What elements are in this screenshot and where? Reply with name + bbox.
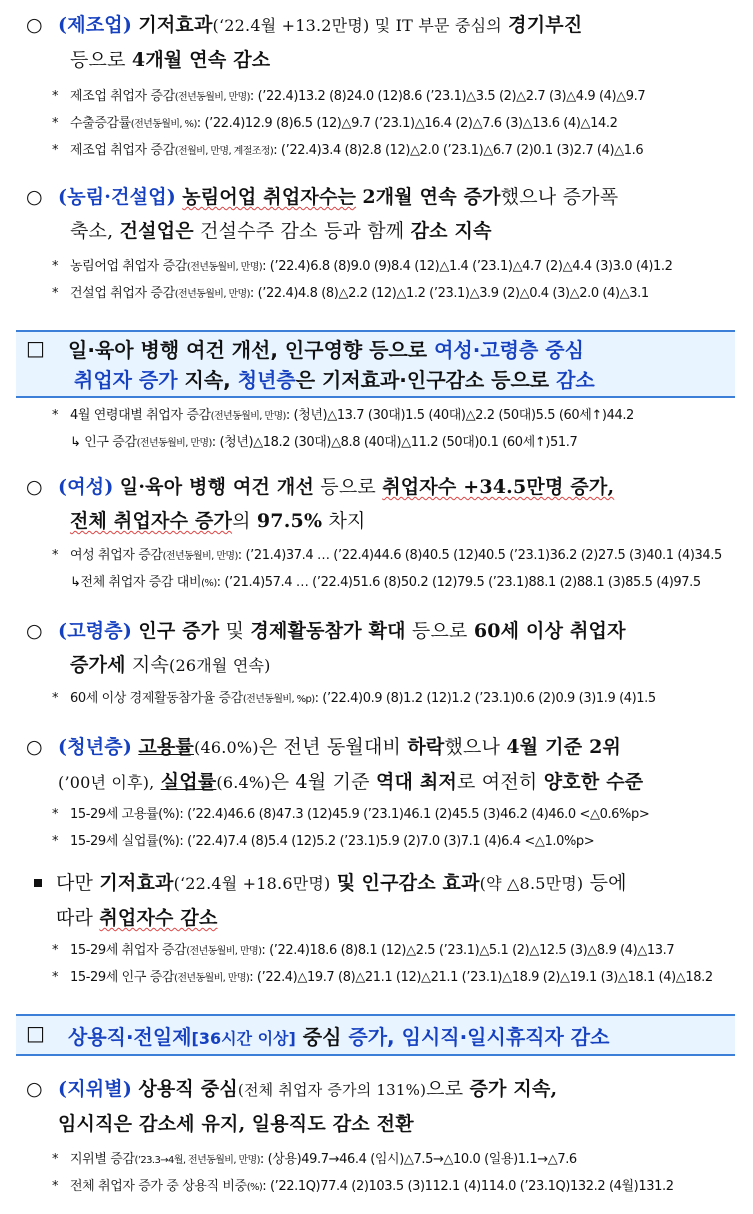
tag-elderly: 고령층 — [67, 620, 123, 642]
square-bullet: □ — [26, 336, 45, 360]
circle-bullet: ○ — [26, 186, 43, 208]
circle-bullet: ○ — [26, 620, 43, 642]
paragraph-elderly: (고령층) 인구 증가 및 경제활동참가 확대 등으로 60세 이상 취업자 증가세 지속(26개월 연속) — [58, 620, 626, 676]
section-header-regular-workers: □ 상용직·전일제[36시간 이상] 중심 증가, 임시직·일시휴직자 감소 — [16, 1014, 735, 1056]
section-header-women-elderly: □ 일·육아 병행 여건 개선, 인구영향 등으로 여성·고령층 중심 취업자 증가 지속, 청년층은 기저효과·인구감소 등으로 감소 — [16, 330, 735, 398]
paragraph-status: (지위별) 상용직 중심(전체 취업자 증가의 131%)으로 증가 지속, 임시직은 감소세 유지, 일용직도 감소 전환 — [58, 1078, 558, 1135]
note-status-change: * 지위별 증감(’23.3→4월, 전년동월비, 만명): (상용)49.7→46.4 (임시)△7.5→△10.0 (일용)1.1→△7.6 — [52, 1152, 577, 1167]
note-manufacturing-mom: * 제조업 취업자 증감(전월비, 만명, 계절조정): (’22.4)3.4 (8)2.8 (12)△2.0 (’23.1)△6.7 (2)0.1 (3)2.7 (4)△1.6 — [52, 143, 644, 158]
circle-bullet: ○ — [26, 14, 43, 36]
note-elderly-participation: * 60세 이상 경제활동참가율 증감(전년동월비, %p): (’22.4)0.9 (8)1.2 (12)1.2 (’23.1)0.6 (2)0.9 (3)1.9 (4)1.5 — [52, 691, 656, 706]
note-youth-employment-change: * 15-29세 취업자 증감(전년동월비, 만명): (’22.4)18.6 (8)8.1 (12)△2.5 (’23.1)△5.1 (2)△12.5 (3)△8.9 (4)△13.7 — [52, 943, 675, 958]
note-population-change: ↳ 인구 증감(전년동월비, 만명): (청년)△18.2 (30대)△8.8 (40대)△11.2 (50대)0.1 (60세↑)51.7 — [70, 435, 578, 450]
circle-bullet: ○ — [26, 476, 43, 498]
paragraph-however: 다만 기저효과(‘22.4월 +18.6만명) 및 인구감소 효과(약 △8.5만명) 등에 따라 취업자수 감소 — [56, 872, 627, 929]
note-export-growth: * 수출증감률(전년동월비, %): (’22.4)12.9 (8)6.5 (12)△9.7 (’23.1)△16.4 (2)△7.6 (3)△13.6 (4)△14.2 — [52, 116, 618, 131]
tag-status: 지위별 — [67, 1078, 123, 1100]
paragraph-women: (여성) 일·육아 병행 여건 개선 등으로 취업자수 +34.5만명 증가, 전체 취업자수 증가의 97.5% 차지 — [58, 476, 615, 532]
note-construction-employment: * 건설업 취업자 증감(전년동월비, 만명): (’22.4)4.8 (8)△2.2 (12)△1.2 (’23.1)△3.9 (2)△0.4 (3)△2.0 (4)△3.1 — [52, 286, 649, 301]
note-age-group-employment: * 4월 연령대별 취업자 증감(전년동월비, 만명): (청년)△13.7 (30대)1.5 (40대)△2.2 (50대)5.5 (60세↑)44.2 — [52, 408, 634, 423]
note-youth-employment-rate: * 15-29세 고용률(%): (’22.4)46.6 (8)47.3 (12)45.9 (’23.1)46.1 (2)45.5 (3)46.2 (4)46.0 <△0.6%p> — [52, 807, 650, 822]
note-agriculture-employment: * 농림어업 취업자 증감(전년동월비, 만명): (’22.4)6.8 (8)9.0 (9)8.4 (12)△1.4 (’23.1)△4.7 (2)△4.4 (3)3.0 (4)1.2 — [52, 259, 673, 274]
note-women-employment: * 여성 취업자 증감(전년동월비, 만명): (’21.4)37.4 … (’22.4)44.6 (8)40.5 (12)40.5 (’23.1)36.2 (2)27.5 (3)40.1 (4)34.5 — [52, 548, 722, 563]
tag-manufacturing: 제조업 — [67, 14, 123, 36]
tag-youth: 청년층 — [67, 736, 123, 758]
paragraph-youth: (청년층) 고용률(46.0%)은 전년 동월대비 하락했으나 4월 기준 2위 (’00년 이후), 실업률(6.4%)은 4월 기준 역대 최저로 여전히 양호한 수준 — [58, 736, 644, 793]
note-youth-population-change: * 15-29세 인구 증감(전년동월비, 만명): (’22.4)△19.7 (8)△21.1 (12)△21.1 (’23.1)△18.9 (2)△19.1 (3)△18.1 (4)△18.2 — [52, 970, 713, 985]
note-regular-share: * 전체 취업자 증가 중 상용직 비중(%): (’22.1Q)77.4 (2)103.5 (3)112.1 (4)114.0 (’23.1Q)132.2 (4월)131.2 — [52, 1179, 674, 1194]
circle-bullet: ○ — [26, 736, 43, 758]
note-youth-unemployment-rate: * 15-29세 실업률(%): (’22.4)7.4 (8)5.4 (12)5.2 (’23.1)5.9 (2)7.0 (3)7.1 (4)6.4 <△1.0%p> — [52, 834, 595, 849]
paragraph-agriculture-construction: (농림·건설업) 농림어업 취업자수는 2개월 연속 증가했으나 증가폭 축소, 건설업은 건설수주 감소 등과 함께 감소 지속 — [58, 186, 619, 242]
square-bullet: □ — [26, 1021, 45, 1045]
tag-women: 여성 — [67, 476, 105, 498]
tag-agri-construction: 농림·건설업 — [67, 186, 167, 208]
circle-bullet: ○ — [26, 1078, 43, 1100]
square-small-bullet — [34, 866, 42, 900]
paragraph-manufacturing: (제조업) 기저효과(‘22.4월 +13.2만명) 및 IT 부문 중심의 경기부진 등으로 4개월 연속 감소 — [58, 14, 583, 71]
note-manufacturing-employment: * 제조업 취업자 증감(전년동월비, 만명): (’22.4)13.2 (8)24.0 (12)8.6 (’23.1)△3.5 (2)△2.7 (3)△4.9 (4)△9.7 — [52, 89, 646, 104]
note-women-share: ↳전체 취업자 증감 대비(%): (’21.4)57.4 … (’22.4)51.6 (8)50.2 (12)79.5 (’23.1)88.1 (2)88.1 (3)85.5 (4)97.5 — [70, 575, 701, 590]
